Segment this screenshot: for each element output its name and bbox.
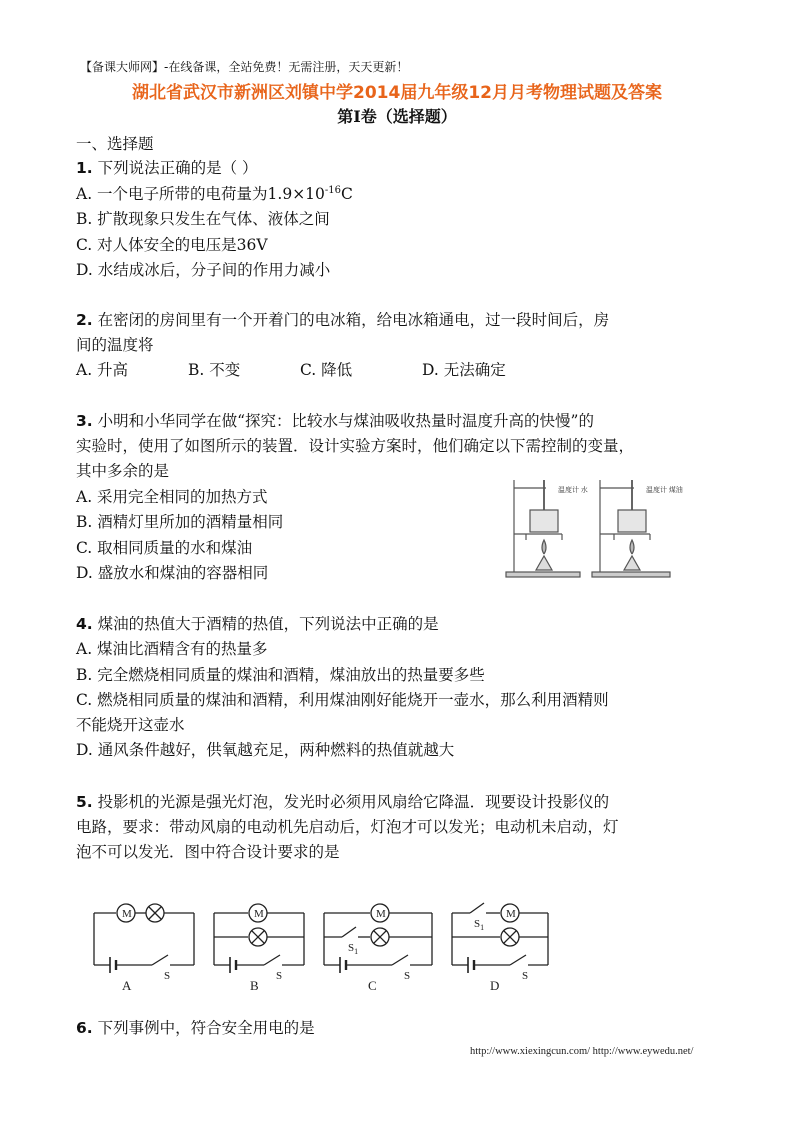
switch-icon (152, 955, 168, 965)
q3-option-d: D. 盛放水和煤油的容器相同 (76, 564, 269, 582)
question-number: 2. (76, 311, 93, 329)
circuit-d (452, 903, 548, 973)
switch-label: S (164, 970, 171, 982)
switch-s1-label: $S_1$ (348, 942, 359, 956)
question-stem: 煤油的热值大于酒精的热值，下列说法中正确的是 (97, 615, 439, 633)
left-flame (542, 540, 546, 554)
q3-option-b: B. 酒精灯里所加的酒精量相同 (76, 513, 284, 531)
q2-option-d: D. 无法确定 (422, 361, 506, 379)
question-stem: 下列说法正确的是（ ） (97, 159, 258, 177)
unit: C (341, 185, 353, 203)
question-5-cont2: 泡不可以发光．图中符合设计要求的是 (76, 843, 340, 861)
motor-label: M (376, 908, 386, 920)
switch-label: S (522, 970, 529, 982)
left-stand-base (506, 572, 580, 577)
question-number: 4. (76, 615, 93, 633)
circuit-a (94, 904, 194, 973)
q1-option-d: D. 水结成冰后，分子间的作用力减小 (76, 261, 331, 279)
exponent: -16 (324, 184, 342, 196)
circuit-label-b: B (250, 978, 259, 993)
motor-label: M (506, 908, 516, 920)
q4-option-d: D. 通风条件越好，供氧越充足，两种燃料的热值就越大 (76, 741, 455, 759)
circuit-label-a: A (122, 978, 132, 993)
q2-options (76, 358, 506, 380)
right-alcohol-lamp (624, 556, 640, 570)
q2-option-b: B. 不变 (188, 361, 241, 379)
circuit-label-d: D (490, 978, 500, 993)
question-number: 6. (76, 1019, 93, 1037)
left-alcohol-lamp (536, 556, 552, 570)
question-number: 3. (76, 412, 93, 430)
q4-option-b: B. 完全燃烧相同质量的煤油和酒精，煤油放出的热量要多些 (76, 666, 485, 684)
option-text: A. 一个电子所带的电荷量为1.9×10 (76, 185, 325, 203)
q3-option-c: C. 取相同质量的水和煤油 (76, 539, 253, 557)
q3-option-a: A. 采用完全相同的加热方式 (76, 488, 268, 506)
question-3 (76, 409, 594, 431)
question-3-cont: 实验时，使用了如图所示的装置．设计实验方案时，他们确定以下需控制的变量， (76, 437, 635, 455)
q2-option-a: A. 升高 (76, 361, 129, 379)
q1-option-c: C. 对人体安全的电压是36V (76, 236, 268, 254)
right-flame (630, 540, 634, 554)
switch-icon (392, 955, 408, 965)
question-number: 1. (76, 159, 93, 177)
switch-icon (264, 955, 280, 965)
right-figure-label: 温度计 煤油 (646, 486, 683, 494)
q4-option-c-cont: 不能烧开这壶水 (76, 716, 185, 734)
page-title: 湖北省武汉市新洲区刘镇中学2014届九年级12月月考物理试题及答案 (132, 83, 662, 103)
page-subtitle: 第Ⅰ卷（选择题） (337, 107, 457, 126)
switch-s1-icon (342, 927, 356, 937)
question-5-cont: 电路，要求：带动风扇的电动机先启动后，灯泡才可以发光；电动机未启动，灯 (76, 818, 619, 836)
question-stem: 投影机的光源是强光灯泡，发光时必须用风扇给它降温．现要设计投影仪的 (97, 793, 610, 811)
left-figure-label: 温度计 水 (558, 486, 588, 494)
question-2-cont: 间的温度将 (76, 336, 154, 354)
left-beaker (530, 510, 558, 532)
top-banner: 【备课大师网】-在线备课，全站免费！无需注册，天天更新！ (80, 60, 409, 74)
circuit-label-c: C (368, 978, 377, 993)
question-6 (76, 1016, 315, 1038)
question-2 (76, 308, 609, 330)
question-stem: 小明和小华同学在做“探究：比较水与煤油吸收热量时温度升高的快慢”的 (97, 412, 594, 430)
section-heading: 一、选择题 (76, 135, 154, 153)
question-number: 5. (76, 793, 93, 811)
q1-option-b: B. 扩散现象只发生在气体、液体之间 (76, 210, 330, 228)
q4-option-a: A. 煤油比酒精含有的热量多 (76, 640, 268, 658)
footer-links: http://www.xiexingcun.com/ http://www.eywedu.net/ (470, 1046, 694, 1057)
right-stand-base (592, 572, 670, 577)
question-stem: 下列事例中，符合安全用电的是 (97, 1019, 315, 1037)
switch-label: S (404, 970, 411, 982)
switch-s1-label: $S_1$ (474, 918, 485, 932)
switch-icon (510, 955, 526, 965)
question-3-cont2: 其中多余的是 (76, 462, 170, 480)
switch-s1-icon (470, 903, 484, 913)
switch-label: S (276, 970, 283, 982)
question-4 (76, 612, 439, 634)
circuit-diagrams (86, 893, 556, 993)
motor-label: M (254, 908, 264, 920)
question-1 (76, 156, 258, 178)
heating-experiment-figure (500, 468, 683, 580)
q2-option-c: C. 降低 (300, 361, 353, 379)
right-beaker (618, 510, 646, 532)
question-5 (76, 790, 609, 812)
question-stem: 在密闭的房间里有一个开着门的电冰箱，给电冰箱通电，过一段时间后，房 (97, 311, 610, 329)
motor-label: M (122, 908, 132, 920)
q1-option-a (76, 182, 353, 204)
q4-option-c: C. 燃烧相同质量的煤油和酒精，利用煤油刚好能烧开一壶水，那么利用酒精则 (76, 691, 609, 709)
